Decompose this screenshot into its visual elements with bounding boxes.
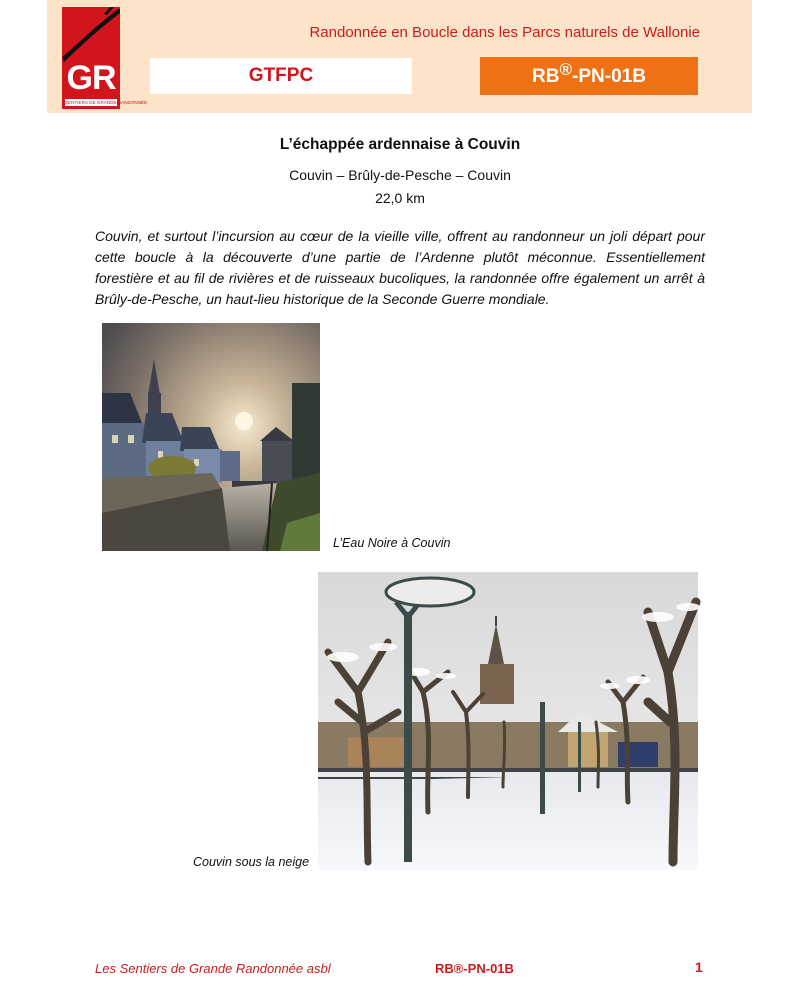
route-distance: 22,0 km xyxy=(375,190,425,206)
gtfpc-label: GTFPC xyxy=(150,58,412,94)
registered-symbol: ® xyxy=(559,60,573,79)
code-prefix: RB xyxy=(532,66,560,87)
photo-caption-eau-noire: L’Eau Noire à Couvin xyxy=(333,536,451,550)
photo-couvin-neige xyxy=(318,572,698,870)
code-suffix: -PN-01B xyxy=(572,66,646,87)
route-code-badge xyxy=(480,57,698,95)
intro-paragraph: Couvin, et surtout l’incursion au cœur de la vieille ville, offrent au randonneur un joli départ pour cette boucle à la découverte d’une partie de l’Ardenne plutôt méconnue. Essentiellement forestière et au fil de rivières et de ruisseaux bucoliques, la randonnée offre également un arrêt à Brûly-de-Pesche, un haut-lieu historique de la Seconde Guerre mondiale. xyxy=(95,228,705,307)
logo-subtext: SENTIERS DE GRANDE RANDONNÉE xyxy=(65,100,148,105)
header-subtitle: Randonnée en Boucle dans les Parcs naturels de Wallonie xyxy=(309,24,700,41)
photo-caption-neige: Couvin sous la neige xyxy=(193,855,310,869)
page-title: L’échappée ardennaise à Couvin xyxy=(279,136,521,153)
page-number: 1 xyxy=(695,959,703,975)
photo-eau-noire xyxy=(102,323,320,551)
gr-logo xyxy=(62,7,148,109)
footer-route-code: RB®-PN-01B xyxy=(435,961,514,976)
logo-text: GR xyxy=(66,59,116,97)
footer-organization: Les Sentiers de Grande Randonnée asbl xyxy=(95,961,331,976)
route-description: Couvin – Brûly-de-Pesche – Couvin xyxy=(289,167,511,183)
